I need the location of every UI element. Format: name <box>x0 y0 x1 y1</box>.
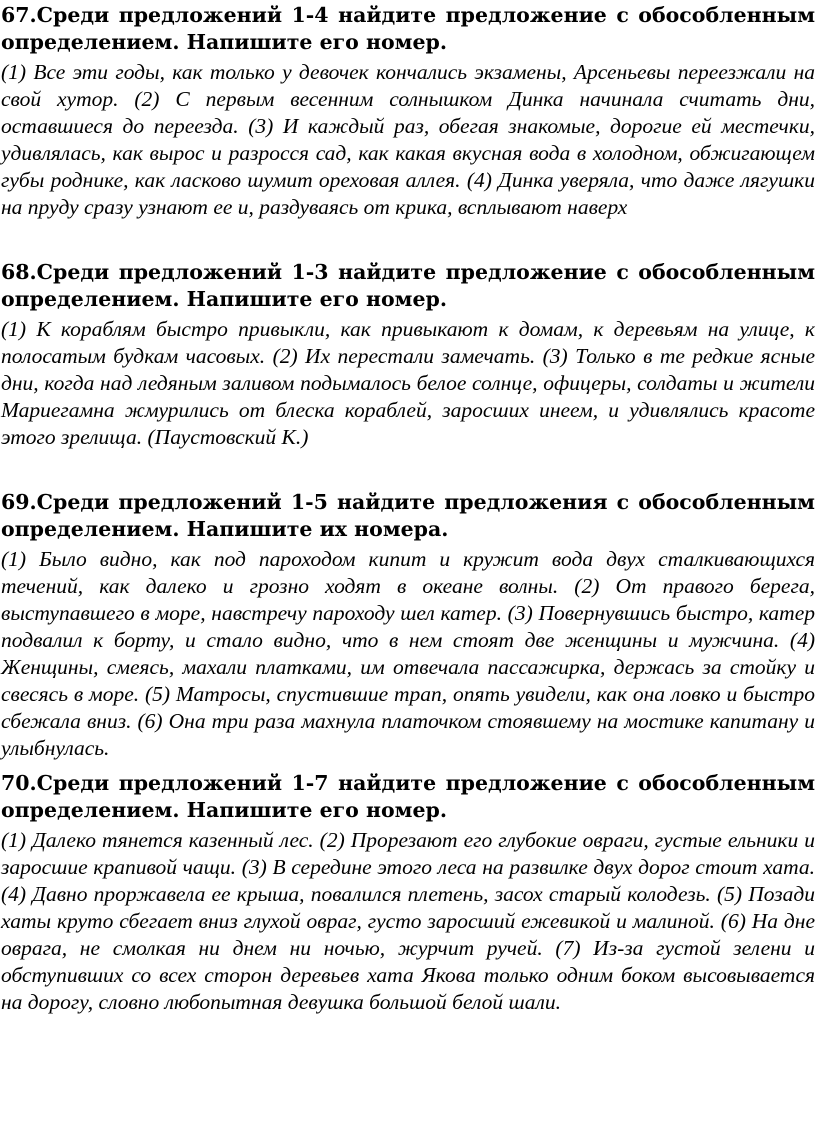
task-67-text: (1) Все эти годы, как только у девочек кончались экзамены, Арсеньевы переезжали на свой хутор. (2) С первым весенним солнышком Динка начинала считать дни, оставшиеся до переезда. (3) И каждый раз, обегая знакомые, дорогие ей местечки, удивлялась, как вырос и разросся сад, как какая вкусная вода в холодном, обжигающем губы роднике, как ласково шумит ореховая аллея. (4) Динка уверяла, что даже лягушки на пруду сразу узнают ее и, раздуваясь от крика, всплывают наверх <box>1 60 815 219</box>
task-69-heading <box>1 489 815 543</box>
task-70-instruction: Среди предложений 1-7 найдите предложение с обособленным определением. Напишите его номер. <box>1 771 815 822</box>
task-69-instruction: Среди предложений 1-5 найдите предложения с обособленным определением. Напишите их номера. <box>1 490 815 541</box>
task-68 <box>1 259 815 451</box>
spacer <box>1 451 815 489</box>
task-67 <box>1 2 815 221</box>
task-67-heading <box>1 2 815 56</box>
task-68-heading <box>1 259 815 313</box>
task-70-number: 70. <box>1 771 37 795</box>
task-70-heading <box>1 770 815 824</box>
task-70 <box>1 770 815 1016</box>
task-68-instruction: Среди предложений 1-3 найдите предложение с обособленным определением. Напишите его номер. <box>1 260 815 311</box>
task-70-text: (1) Далеко тянется казенный лес. (2) Прорезают его глубокие овраги, густые ельники и заросшие крапивой чащи. (3) В середине этого леса на развилке двух дорог стоит хата. (4) Давно проржавела ее крыша, повалился плетень, засох старый колодезь. (5) Позади хаты круто сбегает вниз глухой овраг, густо заросший ежевикой и малиной. (6) На дне оврага, не смолкая ни днем ни ночью, журчит ручей. (7) Из-за густой зелени и обступивших со всех сторон деревьев хата Якова только одним боком высовывается на дорогу, словно любопытная девушка большой белой шали. <box>1 828 815 1014</box>
task-69 <box>1 489 815 762</box>
task-69-text: (1) Было видно, как под пароходом кипит и кружит вода двух сталкивающихся течений, как далеко и грозно ходят в океане волны. (2) От правого берега, выступавшего в море, навстречу пароходу шел катер. (3) Повернувшись быстро, катер подвалил к борту, и стало видно, что в нем стоят две женщины и мужчина. (4) Женщины, смеясь, махали платками, им отвечала пассажирка, держась за стойку и свесясь в море. (5) Матросы, спустившие трап, опять увидели, как она ловко и быстро сбежала вниз. (6) Она три раза махнула платочком стоявшему на мостике капитану и улыбнулась. <box>1 547 815 760</box>
task-67-instruction: Среди предложений 1-4 найдите предложение с обособленным определением. Напишите его номер. <box>1 3 815 54</box>
task-68-text: (1) К кораблям быстро привыкли, как привыкают к домам, к деревьям на улице, к полосатым будкам часовых. (2) Их перестали замечать. (3) Только в те редкие ясные дни, когда над ледяным заливом подымалось белое солнце, офицеры, солдаты и жители Мариегамна жмурились от блеска кораблей, заросших инеем, и удивлялись красоте этого зрелища. (Паустовский К.) <box>1 317 815 449</box>
spacer <box>1 762 815 770</box>
task-67-number: 67. <box>1 3 37 27</box>
task-68-number: 68. <box>1 260 37 284</box>
task-69-number: 69. <box>1 490 37 514</box>
spacer <box>1 221 815 259</box>
